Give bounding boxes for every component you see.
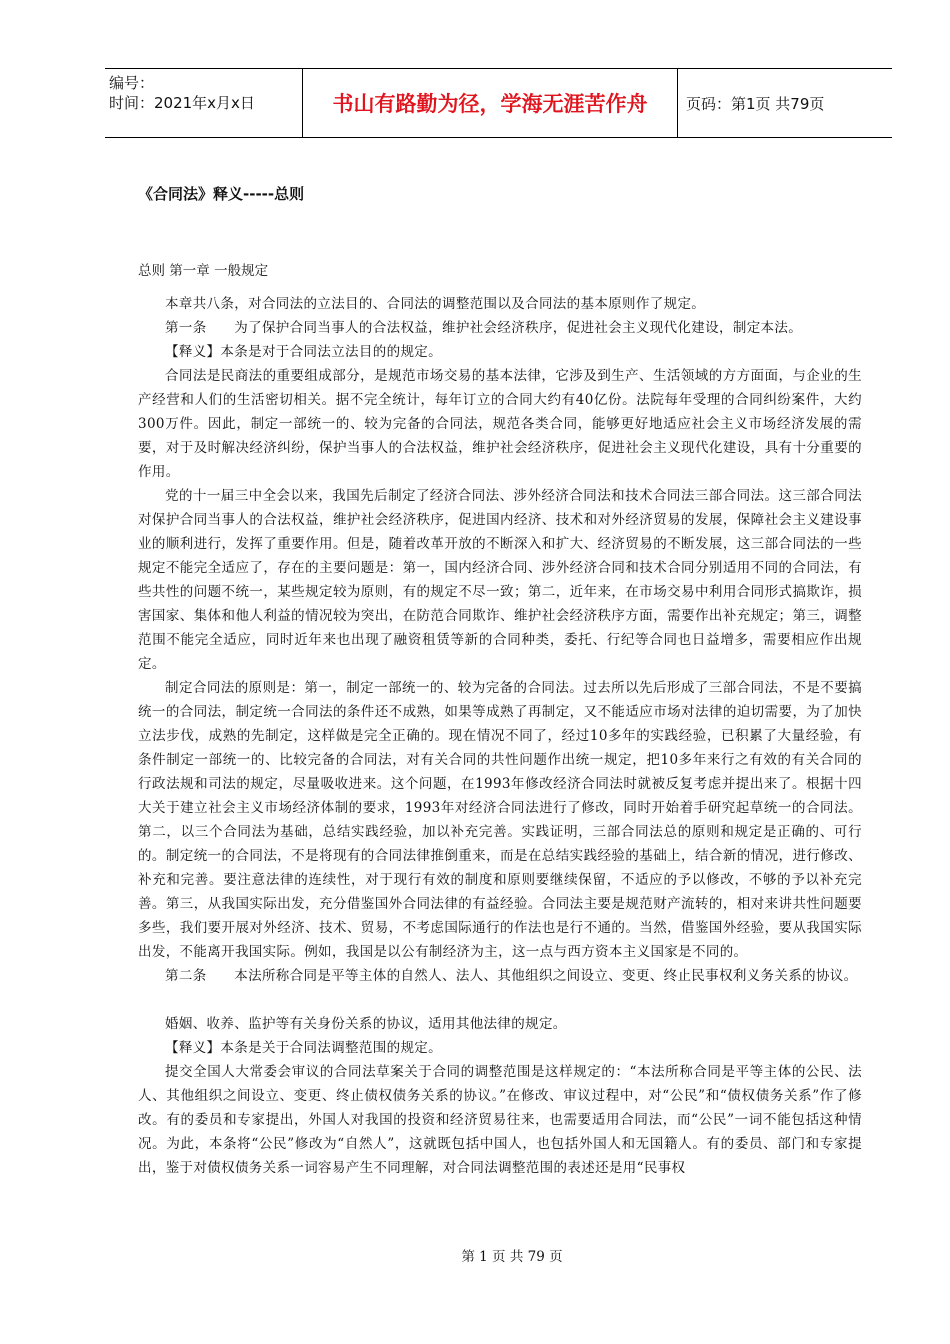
paragraph: 第二条 本法所称合同是平等主体的自然人、法人、其他组织之间设立、变更、终止民事权利义务关系的协议。 — [165, 968, 858, 984]
chapter-heading: 总则 第一章 一般规定 — [138, 263, 269, 279]
paragraph: 本章共八条，对合同法的立法目的、合同法的调整范围以及合同法的基本原则作了规定。 — [165, 296, 706, 312]
page-header — [105, 68, 892, 138]
page-footer: 第 1 页 共 79 页 — [461, 1249, 563, 1265]
number-label: 编号： — [109, 74, 155, 92]
time-label: 时间：2021年x月x日 — [109, 94, 255, 112]
paragraph: 婚姻、收养、监护等有关身份关系的协议，适用其他法律的规定。 — [165, 1016, 567, 1032]
header-motto: 书山有路勤为径，学海无涯苦作舟 — [303, 69, 678, 137]
paragraph: 【释义】本条是关于合同法调整范围的规定。 — [165, 1040, 442, 1056]
paragraph: 【释义】本条是对于合同法立法目的的规定。 — [165, 344, 442, 360]
paragraph: 党的十一届三中全会以来，我国先后制定了经济合同法、涉外经济合同法和技术合同法三部合同法。这三部合同法对保护合同当事人的合法权益，维护社会经济秩序，促进国内经济、技术和对外经济贸易的发展，保障社会主义建设事业的顺利进行，发挥了重要作用。但是，随着改革开放的不断深入和扩大、经济贸易的不断发展，这三部合同法的一些规定不能完全适应了，存在的主要问题是：第一，国内经济合同、涉外经济合同和技术合同分别适用不同的合同法，有些共性的问题不统一，某些规定较为原则，有的规定不尽一致；第二，近年来，在市场交易中利用合同形式搞欺诈，损害国家、集体和他人利益的情况较为突出，在防范合同欺诈、维护社会经济秩序方面，需要作出补充规定；第三，调整范围不能完全适应，同时近年来也出现了融资租赁等新的合同种类，委托、行纪等合同也日益增多，需要相应作出规定。 — [138, 488, 862, 672]
paragraph: 制定合同法的原则是：第一，制定一部统一的、较为完备的合同法。过去所以先后形成了三部合同法，不是不要搞统一的合同法，制定统一合同法的条件还不成熟，如果等成熟了再制定，又不能适应市场对法律的迫切需要，为了加快立法步伐，成熟的先制定，这样做是完全正确的。现在情况不同了，经过10多年的实践经验，已积累了大量经验，有条件制定一部统一的、比较完备的合同法，对有关合同的共性问题作出统一规定，把10多年来行之有效的有关合同的行政法规和司法的规定，尽量吸收进来。这个问题，在1993年修改经济合同法时就被反复考虑并提出来了。根据十四大关于建立社会主义市场经济体制的要求，1993年对经济合同法进行了修改，同时开始着手研究起草统一的合同法。第二，以三个合同法为基础，总结实践经验，加以补充完善。实践证明，三部合同法总的原则和规定是正确的、可行的。制定统一的合同法，不是将现有的合同法律推倒重来，而是在总结实践经验的基础上，结合新的情况，进行修改、补充和完善。要注意法律的连续性，对于现行有效的制度和原则要继续保留，不适应的予以修改，不够的予以补充完善。第三，从我国实际出发，充分借鉴国外合同法律的有益经验。合同法主要是规范财产流转的，相对来讲共性问题要多些，我们要开展对外经济、技术、贸易，不考虑国际通行的作法也是行不通的。当然，借鉴国外经验，要从我国实际出发，不能离开我国实际。例如，我国是以公有制经济为主，这一点与西方资本主义国家是不同的。 — [138, 680, 862, 960]
document-title: 《合同法》释义-----总则 — [138, 185, 305, 203]
header-meta — [105, 69, 303, 137]
document-body — [138, 292, 862, 1180]
paragraph: 合同法是民商法的重要组成部分，是规范市场交易的基本法律，它涉及到生产、生活领域的方方面面，与企业的生产经营和人们的生活密切相关。据不完全统计，每年订立的合同大约有40亿份。法院每年受理的合同纠纷案件，大约300万件。因此，制定一部统一的、较为完备的合同法，规范各类合同，能够更好地适应社会主义市场经济发展的需要，对于及时解决经济纠纷，保护当事人的合法权益，维护社会经济秩序，促进社会主义现代化建设，具有十分重要的作用。 — [138, 368, 862, 480]
header-page-info: 页码：第1页 共79页 — [686, 94, 825, 113]
paragraph: 第一条 为了保护合同当事人的合法权益，维护社会经济秩序，促进社会主义现代化建设，制定本法。 — [165, 320, 803, 336]
paragraph: 提交全国人大常委会审议的合同法草案关于合同的调整范围是这样规定的：“本法所称合同是平等主体的公民、法人、其他组织之间设立、变更、终止债权债务关系的协议。”在修改、审议过程中，对“公民”和“债权债务关系”作了修改。有的委员和专家提出，外国人对我国的投资和经济贸易往来，也需要适用合同法，而“公民”一词不能包括这种情况。为此，本条将“公民”修改为“自然人”，这就既包括中国人，也包括外国人和无国籍人。有的委员、部门和专家提出，鉴于对债权债务关系一词容易产生不同理解，对合同法调整范围的表述还是用“民事权 — [138, 1064, 862, 1176]
